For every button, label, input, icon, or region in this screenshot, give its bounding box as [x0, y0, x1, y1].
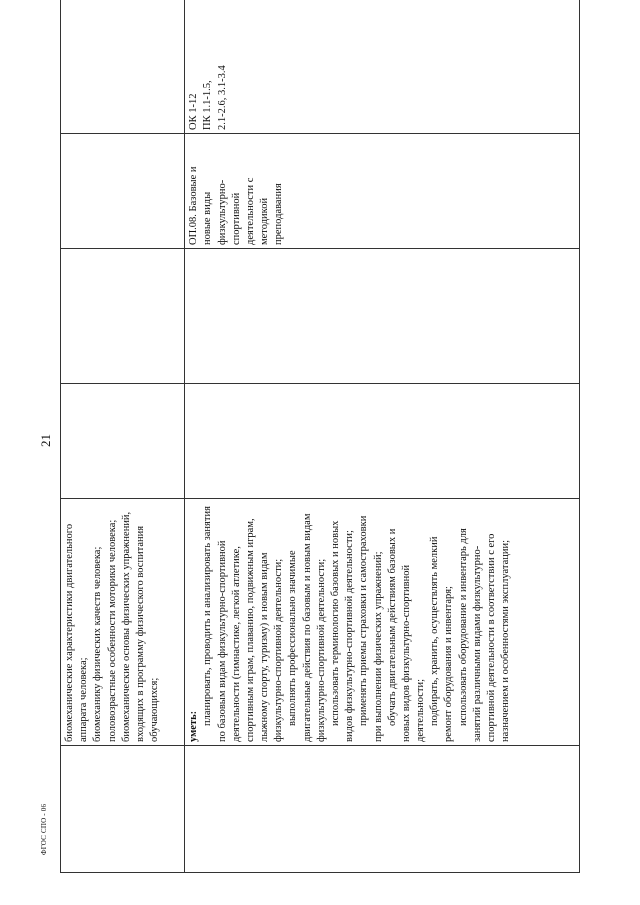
skill-item: применять приемы страховки и самостраховки при выполнении физических упражнений; [358, 515, 384, 742]
discipline-cell: ОП.08. Базовые и новые виды физкультурно-спортивной деятельности с методикой преподавания [185, 134, 580, 249]
curriculum-table [60, 33, 580, 873]
empty-cell [61, 746, 185, 873]
page-number: 21 [38, 434, 53, 447]
skill-item: подбирать, хранить, осуществлять мелкий ремонт оборудования и инвентаря; [429, 536, 455, 742]
competency-item: ПК 1.1-1.5, [202, 80, 214, 130]
empty-cell [185, 249, 580, 384]
competency-item: 2.1-2.6, 3.1-3.4 [216, 65, 228, 130]
knowledge-item: биомеханические основы физических упражнений, входящих в программу физического воспитания обучающихся; [120, 511, 161, 742]
competencies-cell [185, 0, 580, 134]
knowledge-item: биомеханику физических качеств человека; [92, 546, 104, 742]
skill-item: обучать двигательным действиям базовых и новых видов физкультурно-спортивной деятельности; [386, 528, 427, 742]
empty-cell [185, 746, 580, 873]
knowledge-item: биомеханические характеристики двигательного аппарата человека; [64, 523, 90, 742]
table-row [61, 0, 185, 873]
skill-item: использовать оборудование и инвентарь для занятий различными видами физкультурно-спортивной деятельности в соответствии с его назначением и особенностями эксплуатации; [457, 528, 512, 742]
skills-heading: уметь: [188, 710, 200, 742]
competency-item: ОК 1-12 [188, 93, 200, 130]
competencies-cell [61, 0, 185, 134]
empty-cell [61, 384, 185, 499]
table-row [185, 0, 580, 873]
knowledge-item: половозрастные особенности моторики человека; [106, 519, 118, 742]
skill-item: планировать, проводить и анализировать занятия по базовым видам физкультурно-спортивной деятельности (гимнастике, легкой атлетике, спортивным играм, плаванию, подвижным играм, лыжному спорту, туризму) и новым видам физкультурно-спортивной деятельности; [202, 506, 285, 742]
empty-cell [61, 249, 185, 384]
skill-item: выполнять профессионально значимые двигательные действия по базовым и новым видам физкультурно-спортивной деятельности; [287, 513, 327, 742]
skills-cell [185, 499, 580, 746]
discipline-cell [61, 134, 185, 249]
skill-item: использовать терминологию базовых и новых видов физкультурно-спортивной деятельности; [329, 520, 356, 742]
knowledge-cell [61, 499, 185, 746]
footer-code: ФГОС СПО - 06 [40, 803, 48, 855]
empty-cell [185, 384, 580, 499]
